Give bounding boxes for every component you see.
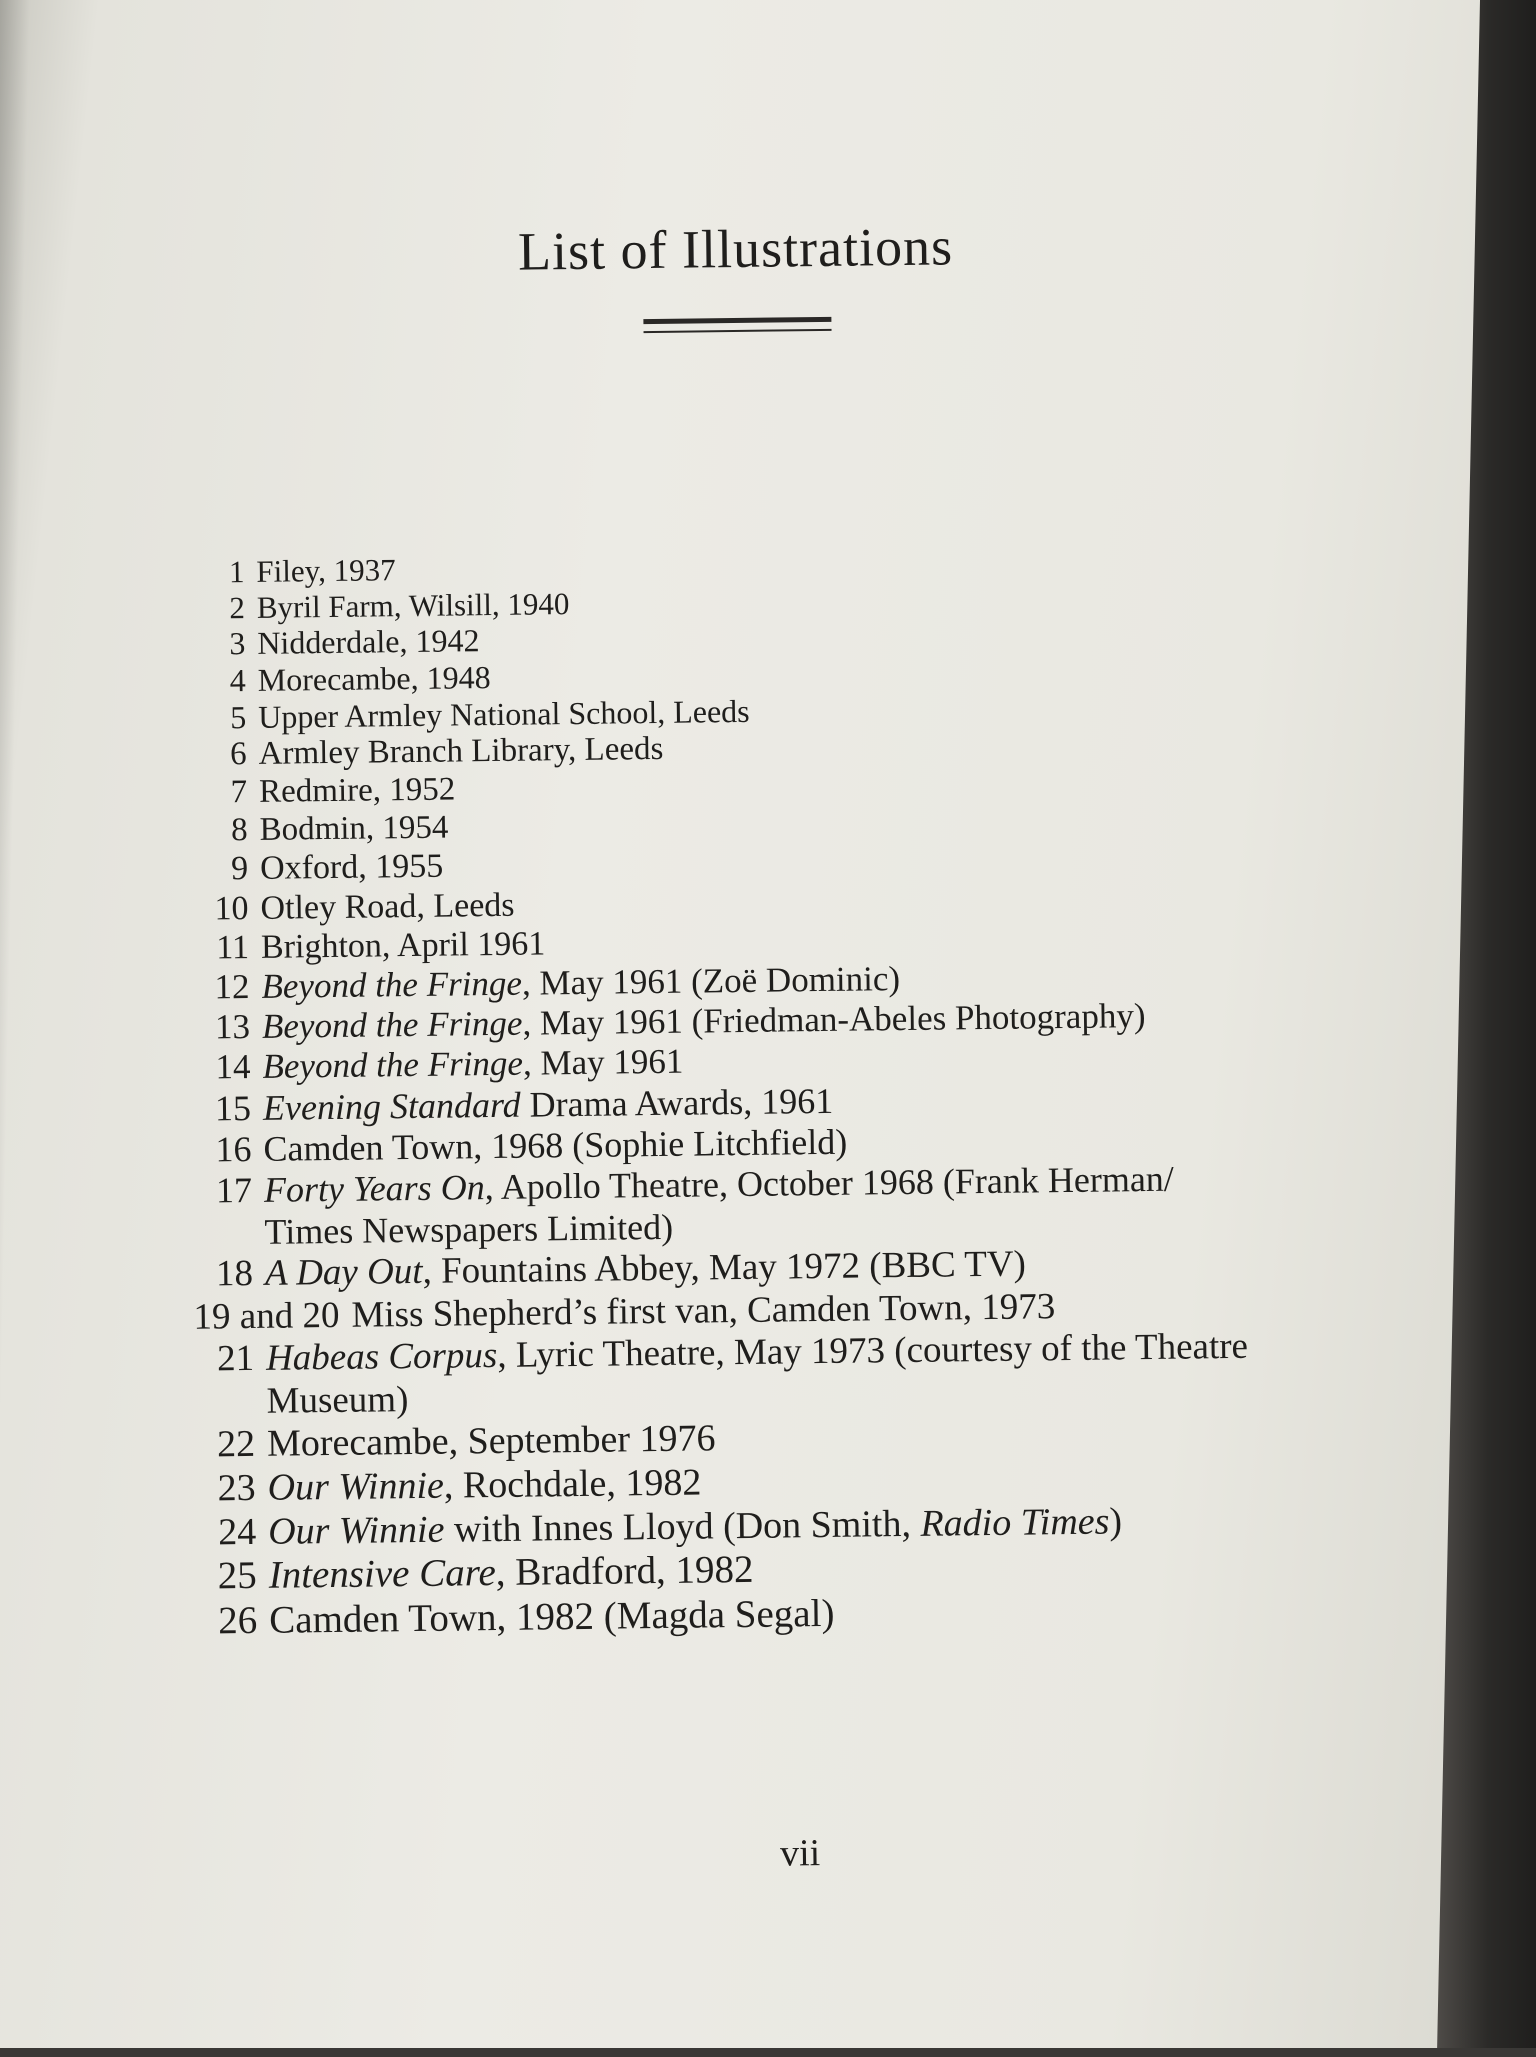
item-caption: Intensive Care, Bradford, 1982 — [268, 1548, 754, 1598]
item-number: 6 — [229, 735, 247, 772]
item-number: 18 — [215, 1253, 254, 1295]
item-number: 26 — [217, 1599, 258, 1643]
item-number: 2 — [229, 589, 246, 625]
list-item — [182, 1156, 1383, 1253]
publication-title: Radio Times — [920, 1500, 1110, 1545]
item-caption: Camden Town, 1982 (Magda Segal) — [268, 1592, 835, 1642]
item-number: 4 — [229, 662, 246, 699]
item-number: 24 — [217, 1510, 257, 1554]
item-caption: Filey, 1937 — [256, 552, 396, 589]
item-number: 10 — [214, 889, 249, 927]
page-title: List of Illustrations — [517, 216, 954, 282]
item-caption: Morecambe, September 1976 — [266, 1417, 716, 1466]
item-caption: Byril Farm, Wilsill, 1940 — [256, 585, 570, 625]
list-item — [184, 1324, 1385, 1424]
item-number: 1 — [228, 554, 245, 590]
item-caption: Our Winnie with Innes Lloyd (Don Smith, Radio Times) — [267, 1500, 1123, 1553]
item-caption: Otley Road, Leeds — [260, 886, 515, 927]
item-number: 11 — [216, 928, 250, 967]
item-caption: Armley Branch Library, Leeds — [258, 730, 664, 772]
item-caption: Bodmin, 1954 — [259, 809, 449, 848]
item-number: 21 — [216, 1338, 255, 1380]
item-caption: Forty Years On, Apollo Theatre, October 1968 (Frank Herman/ — [263, 1159, 1175, 1211]
item-caption: Evening Standard Drama Awards, 1961 — [262, 1080, 834, 1128]
item-caption: Oxford, 1955 — [259, 848, 444, 888]
item-number: 8 — [230, 811, 248, 848]
item-caption: Miss Shepherd’s first van, Camden Town, 1973 — [351, 1285, 1056, 1336]
item-number: 25 — [217, 1554, 257, 1598]
item-number: 9 — [230, 850, 249, 888]
work-title: Intensive Care — [268, 1551, 497, 1598]
title-rule-thin — [644, 329, 832, 333]
item-number: 3 — [229, 625, 246, 662]
item-number: 5 — [229, 698, 247, 736]
work-title: Our Winnie — [267, 1508, 445, 1553]
item-number: 17 — [215, 1170, 253, 1211]
item-caption: Redmire, 1952 — [258, 771, 456, 810]
page-number: vii — [779, 1832, 821, 1875]
item-caption-continued: Museum) — [266, 1378, 409, 1422]
work-title: A Day Out — [264, 1250, 423, 1294]
item-caption: A Day Out, Fountains Abbey, May 1972 (BBC TV) — [264, 1243, 1027, 1294]
item-number: 14 — [215, 1047, 251, 1087]
work-title: Beyond the Fringe — [262, 1043, 524, 1087]
item-caption: Beyond the Fringe, May 1961 (Zoë Dominic) — [261, 958, 901, 1006]
item-caption: Beyond the Fringe, May 1961 — [262, 1041, 684, 1087]
item-caption: Our Winnie, Rochdale, 1982 — [267, 1461, 702, 1509]
work-title: Habeas Corpus — [265, 1335, 498, 1379]
item-caption: Nidderdale, 1942 — [257, 622, 480, 662]
item-number: 23 — [217, 1466, 256, 1510]
work-title: Evening Standard — [262, 1084, 521, 1128]
work-title: Beyond the Fringe — [261, 1003, 523, 1046]
work-title: Forty Years On — [263, 1167, 485, 1211]
illustrations-list — [174, 540, 1387, 1645]
item-caption-continued: Times Newspapers Limited) — [264, 1206, 674, 1252]
item-caption: Habeas Corpus, Lyric Theatre, May 1973 (courtesy of the Theatre — [265, 1325, 1249, 1379]
title-rule-thick — [643, 317, 831, 324]
item-number: 7 — [230, 773, 248, 810]
item-caption: Upper Armley National School, Leeds — [257, 692, 750, 735]
item-number: 12 — [214, 966, 250, 1007]
item-caption: Camden Town, 1968 (Sophie Litchfield) — [263, 1121, 848, 1169]
item-caption: Beyond the Fringe, May 1961 (Friedman-Abeles Photography) — [261, 996, 1146, 1046]
work-title: Our Winnie — [267, 1464, 445, 1509]
item-caption: Brighton, April 1961 — [260, 925, 546, 966]
item-caption: Morecambe, 1948 — [257, 659, 491, 698]
item-number: 13 — [214, 1007, 251, 1047]
item-number: 22 — [216, 1423, 256, 1466]
item-number: 15 — [214, 1087, 252, 1128]
item-number: 16 — [215, 1128, 252, 1170]
work-title: Beyond the Fringe — [261, 963, 523, 1006]
item-number: 19 and 20 — [193, 1294, 340, 1338]
